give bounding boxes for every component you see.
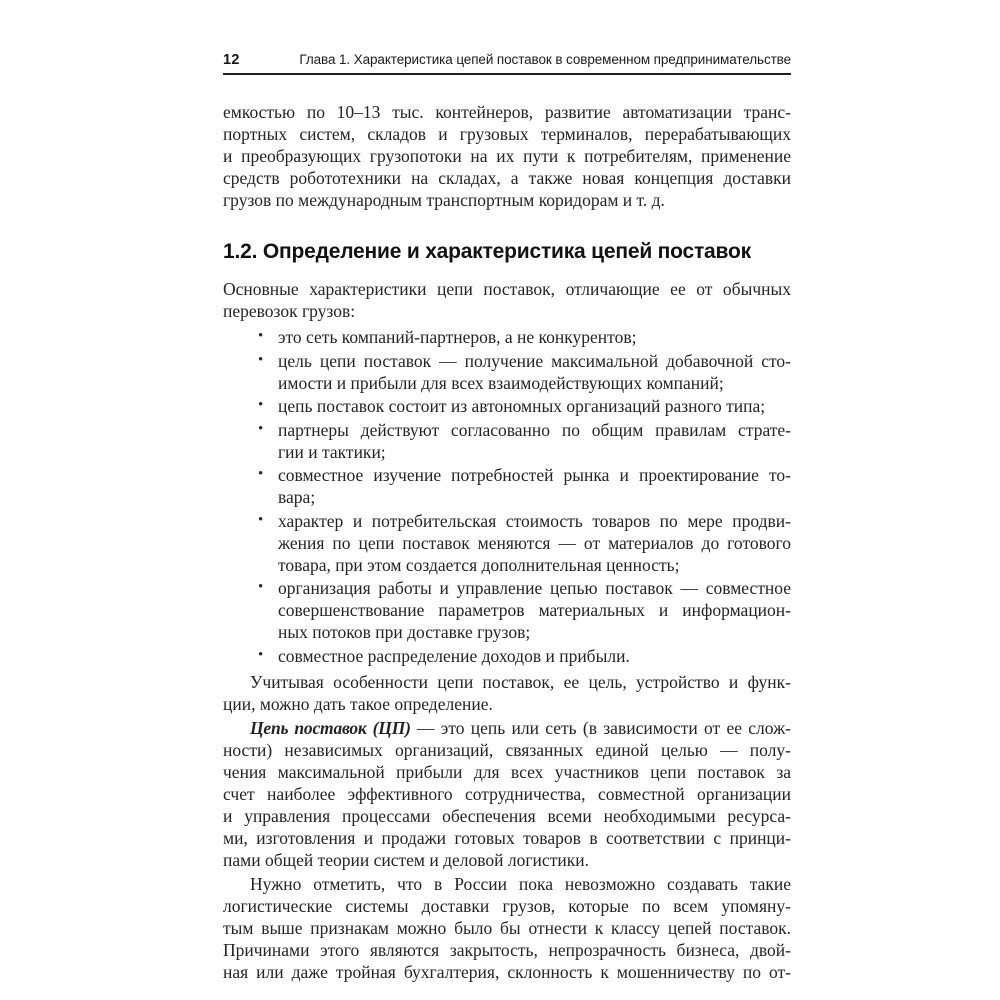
running-head	[223, 52, 791, 75]
definition-term: Цепь поставок (ЦП)	[250, 717, 411, 738]
text-line: Основные характеристики цепи поставок, отличающие ее от обычных	[223, 279, 791, 299]
paragraph	[223, 278, 791, 322]
list-item	[223, 510, 791, 576]
text-line: перевозок грузов:	[223, 301, 356, 321]
text-line: Цепь поставок (ЦП) — это цепь или сеть (в зависимости от ее слож-	[250, 717, 791, 738]
text-line: средств робототехники на складах, а также новая концепция доставки	[223, 168, 791, 188]
list-item	[223, 419, 791, 463]
text-line: ции, можно дать такое определение.	[223, 693, 493, 714]
bullet-icon: •	[258, 579, 264, 595]
text-line: чения максимальной прибыли для всех участников цепи поставок за	[223, 761, 791, 782]
text-line: грузов по международным транспортным коридорам и т. д.	[223, 190, 665, 210]
text-line: тым выше признакам можно было бы отнести к классу цепей поставок.	[223, 917, 791, 938]
text-line: логистические системы доставки грузов, которые по всем упомяну-	[223, 895, 791, 916]
text-line: и управления процессами обеспечения всеми необходимыми ресурса-	[223, 805, 791, 826]
text-line: ных потоков при доставке грузов;	[278, 622, 531, 642]
characteristics-list	[223, 326, 791, 667]
text-line: характер и потребительская стоимость товаров по мере продви-	[278, 510, 791, 531]
text-line: пами общей теории систем и деловой логистики.	[223, 849, 589, 870]
text-line: вара;	[278, 487, 316, 507]
chapter-title: Глава 1. Характеристика цепей поставок в современном предпринимательстве	[299, 52, 791, 67]
list-item	[223, 395, 791, 417]
paragraph	[223, 873, 791, 983]
text-line: портных систем, складов и грузовых терминалов, перерабатывающих	[223, 124, 791, 144]
list-item	[223, 464, 791, 508]
bullet-icon: •	[258, 328, 264, 344]
page-content	[223, 0, 791, 983]
bullet-icon: •	[258, 420, 264, 437]
section-heading: 1.2. Определение и характеристика цепей поставок	[223, 240, 751, 263]
text-line: Причинами этого являются закрытость, непрозрачность бизнеса, двой-	[223, 939, 791, 960]
text-line: емкостью по 10–13 тыс. контейнеров, развитие автоматизации транс-	[223, 102, 791, 122]
text-line: это сеть компаний-партнеров, а не конкурентов;	[278, 327, 637, 347]
text-line: ми, изготовления и продажи готовых товаров в соответствии с принци-	[223, 827, 791, 848]
text-line: цепь поставок состоит из автономных организаций разного типа;	[278, 396, 766, 416]
list-item	[223, 350, 791, 394]
bullet-icon: •	[258, 646, 264, 663]
list-item	[223, 645, 791, 667]
text-line: организация работы и управление цепью поставок — совместное	[278, 578, 791, 598]
text-line: ная или даже тройная бухгалтерия, склонность к мошенничеству по от-	[223, 961, 791, 982]
list-item	[223, 577, 791, 643]
text-line: совместное распределение доходов и прибыли.	[278, 645, 630, 666]
page-number: 12	[223, 52, 240, 68]
text-line: Учитывая особенности цепи поставок, ее цель, устройство и функ-	[250, 671, 791, 692]
paragraph	[223, 671, 791, 715]
bullet-icon: •	[258, 397, 264, 413]
text-line: жения по цепи поставок меняются — от материалов до готового	[278, 532, 791, 553]
text-line: гии и тактики;	[278, 441, 386, 462]
text-line: совершенствование параметров материальных и информацион-	[278, 600, 791, 620]
text-line: и преобразующих грузопотоки на их пути к потребителям, применение	[223, 146, 791, 166]
text-line: Нужно отметить, что в России пока невозможно создавать такие	[250, 873, 791, 894]
text-line: цель цепи поставок — получение максимальной добавочной сто-	[278, 350, 791, 371]
text-line: партнеры действуют согласованно по общим правилам страте-	[278, 419, 791, 440]
text-line: совместное изучение потребностей рынка и проектирование то-	[278, 465, 791, 485]
text-line: имости и прибыли для всех взаимодействующих компаний;	[278, 372, 724, 393]
bullet-icon: •	[258, 351, 264, 368]
bullet-icon: •	[258, 511, 264, 528]
text-line: ности) независимых организаций, связанных единой целью — полу-	[223, 739, 791, 760]
page-body	[223, 101, 791, 983]
paragraph	[223, 101, 791, 211]
list-item	[223, 326, 791, 348]
paragraph	[223, 717, 791, 871]
bullet-icon: •	[258, 466, 264, 482]
text-line: товара, при этом создается дополнительная ценность;	[278, 554, 680, 575]
text-line: счет наиболее эффективного сотрудничества, совместной организации	[223, 783, 791, 804]
